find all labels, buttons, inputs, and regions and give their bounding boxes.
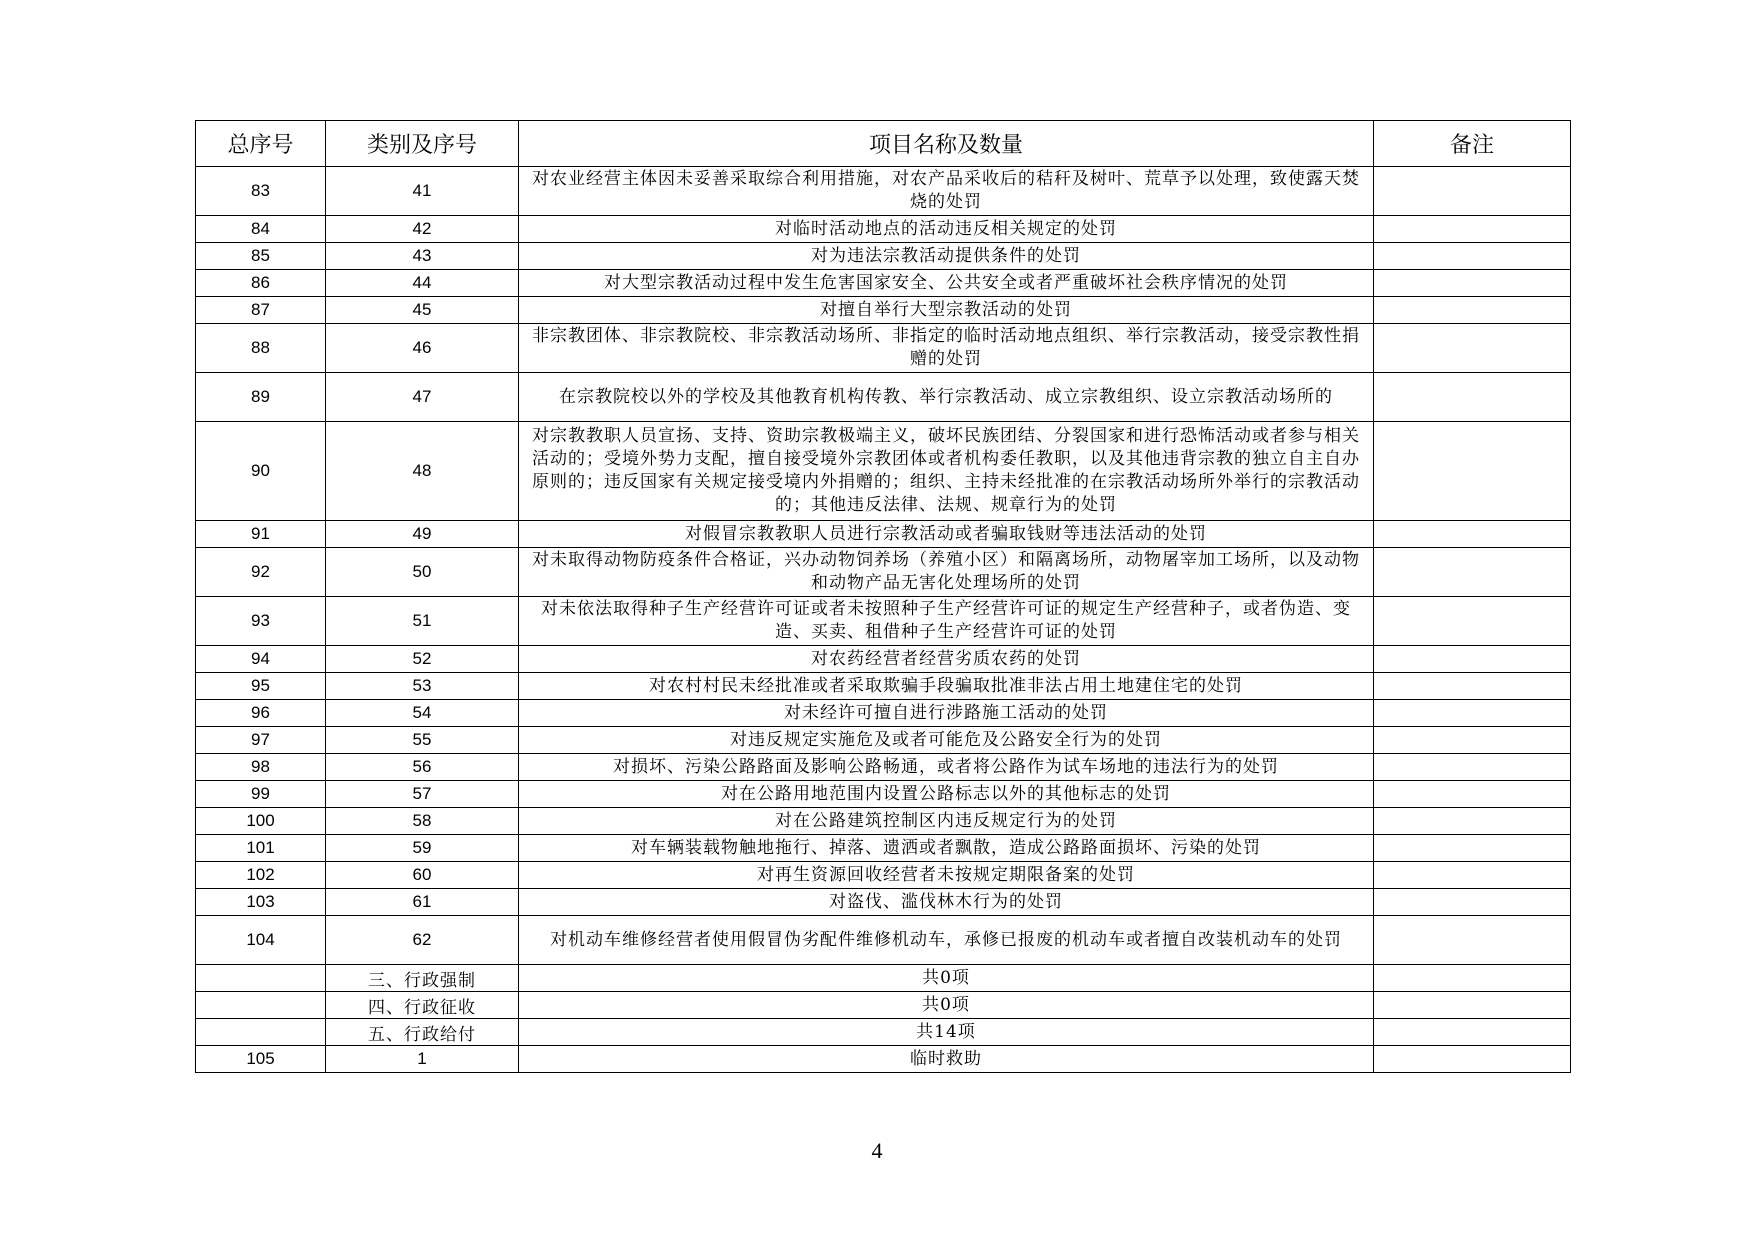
table-row [196, 167, 1571, 216]
category-no-cell: 45 [326, 297, 519, 324]
header-row [196, 121, 1571, 167]
table-row [196, 597, 1571, 646]
table-row [196, 243, 1571, 270]
table-row [196, 700, 1571, 727]
item-name-cell: 对农业经营主体因未妥善采取综合利用措施，对农产品采收后的秸秆及树叶、荒草予以处理，致使露天焚烧的处罚 [519, 167, 1374, 216]
item-name-cell: 对临时活动地点的活动违反相关规定的处罚 [519, 216, 1374, 243]
item-name-cell: 对未取得动物防疫条件合格证，兴办动物饲养场（养殖小区）和隔离场所，动物屠宰加工场所，以及动物和动物产品无害化处理场所的处罚 [519, 548, 1374, 597]
category-no-cell: 59 [326, 835, 519, 862]
section-row [196, 1019, 1571, 1046]
total-no-cell: 91 [196, 521, 326, 548]
remark-cell [1374, 324, 1571, 373]
total-no-cell: 97 [196, 727, 326, 754]
category-no-cell: 51 [326, 597, 519, 646]
section-count-cell: 共0项 [519, 965, 1374, 992]
total-no-cell: 90 [196, 422, 326, 521]
item-name-cell: 在宗教院校以外的学校及其他教育机构传教、举行宗教活动、成立宗教组织、设立宗教活动场所的 [519, 373, 1374, 422]
section-title-cell: 三、行政强制 [326, 965, 519, 992]
item-name-cell: 对损坏、污染公路路面及影响公路畅通，或者将公路作为试车场地的违法行为的处罚 [519, 754, 1374, 781]
item-name-cell: 对大型宗教活动过程中发生危害国家安全、公共安全或者严重破坏社会秩序情况的处罚 [519, 270, 1374, 297]
remark-cell [1374, 1019, 1571, 1046]
total-no-cell: 98 [196, 754, 326, 781]
category-no-cell: 42 [326, 216, 519, 243]
header-category-no: 类别及序号 [326, 121, 519, 167]
item-name-cell: 对农村村民未经批准或者采取欺骗手段骗取批准非法占用土地建住宅的处罚 [519, 673, 1374, 700]
category-no-cell: 54 [326, 700, 519, 727]
table-row [196, 548, 1571, 597]
item-name-cell: 对农药经营者经营劣质农药的处罚 [519, 646, 1374, 673]
section-row [196, 965, 1571, 992]
category-no-cell: 62 [326, 916, 519, 965]
remark-cell [1374, 1046, 1571, 1073]
item-name-cell: 对假冒宗教教职人员进行宗教活动或者骗取钱财等违法活动的处罚 [519, 521, 1374, 548]
category-no-cell: 61 [326, 889, 519, 916]
remark-cell [1374, 646, 1571, 673]
category-no-cell: 46 [326, 324, 519, 373]
remark-cell [1374, 243, 1571, 270]
section-count-cell: 共0项 [519, 992, 1374, 1019]
item-name-cell: 对再生资源回收经营者未按规定期限备案的处罚 [519, 862, 1374, 889]
item-name-cell: 对在公路建筑控制区内违反规定行为的处罚 [519, 808, 1374, 835]
remark-cell [1374, 373, 1571, 422]
total-no-cell [196, 965, 326, 992]
table-row [196, 835, 1571, 862]
total-no-cell: 93 [196, 597, 326, 646]
remark-cell [1374, 889, 1571, 916]
header-item-name: 项目名称及数量 [519, 121, 1374, 167]
item-name-cell: 对为违法宗教活动提供条件的处罚 [519, 243, 1374, 270]
total-no-cell: 83 [196, 167, 326, 216]
section-count-cell: 共14项 [519, 1019, 1374, 1046]
remark-cell [1374, 916, 1571, 965]
remark-cell [1374, 754, 1571, 781]
total-no-cell: 84 [196, 216, 326, 243]
total-no-cell: 86 [196, 270, 326, 297]
remark-cell [1374, 216, 1571, 243]
category-no-cell: 44 [326, 270, 519, 297]
section-title-cell: 五、行政给付 [326, 1019, 519, 1046]
remark-cell [1374, 521, 1571, 548]
table-row [196, 673, 1571, 700]
category-no-cell: 48 [326, 422, 519, 521]
header-remark: 备注 [1374, 121, 1571, 167]
total-no-cell: 99 [196, 781, 326, 808]
header-total-no: 总序号 [196, 121, 326, 167]
table-row [196, 781, 1571, 808]
item-name-cell: 对违反规定实施危及或者可能危及公路安全行为的处罚 [519, 727, 1374, 754]
remark-cell [1374, 781, 1571, 808]
table-row [196, 889, 1571, 916]
category-no-cell: 50 [326, 548, 519, 597]
table-row [196, 422, 1571, 521]
section-row [196, 992, 1571, 1019]
item-name-cell: 对车辆装载物触地拖行、掉落、遗洒或者飘散，造成公路路面损坏、污染的处罚 [519, 835, 1374, 862]
remark-cell [1374, 297, 1571, 324]
total-no-cell: 103 [196, 889, 326, 916]
table-row [196, 270, 1571, 297]
total-no-cell: 104 [196, 916, 326, 965]
remark-cell [1374, 700, 1571, 727]
table-row [196, 297, 1571, 324]
remark-cell [1374, 422, 1571, 521]
total-no-cell: 87 [196, 297, 326, 324]
table-row [196, 521, 1571, 548]
remark-cell [1374, 548, 1571, 597]
category-no-cell: 43 [326, 243, 519, 270]
remark-cell [1374, 862, 1571, 889]
remark-cell [1374, 835, 1571, 862]
item-name-cell: 对未经许可擅自进行涉路施工活动的处罚 [519, 700, 1374, 727]
category-no-cell: 53 [326, 673, 519, 700]
item-name-cell: 临时救助 [519, 1046, 1374, 1073]
category-no-cell: 57 [326, 781, 519, 808]
remark-cell [1374, 270, 1571, 297]
table-row [196, 646, 1571, 673]
total-no-cell: 105 [196, 1046, 326, 1073]
table-row [196, 1046, 1571, 1073]
total-no-cell: 95 [196, 673, 326, 700]
total-no-cell: 85 [196, 243, 326, 270]
table-row [196, 916, 1571, 965]
item-name-cell: 对未依法取得种子生产经营许可证或者未按照种子生产经营许可证的规定生产经营种子，或者伪造、变造、买卖、租借种子生产经营许可证的处罚 [519, 597, 1374, 646]
remark-cell [1374, 808, 1571, 835]
total-no-cell: 101 [196, 835, 326, 862]
table-row [196, 216, 1571, 243]
table-row [196, 324, 1571, 373]
category-no-cell: 41 [326, 167, 519, 216]
item-name-cell: 对机动车维修经营者使用假冒伪劣配件维修机动车，承修已报废的机动车或者擅自改装机动车的处罚 [519, 916, 1374, 965]
category-no-cell: 58 [326, 808, 519, 835]
remark-cell [1374, 992, 1571, 1019]
remark-cell [1374, 727, 1571, 754]
category-no-cell: 60 [326, 862, 519, 889]
category-no-cell: 52 [326, 646, 519, 673]
total-no-cell: 94 [196, 646, 326, 673]
total-no-cell [196, 992, 326, 1019]
category-no-cell: 47 [326, 373, 519, 422]
total-no-cell: 102 [196, 862, 326, 889]
category-no-cell: 55 [326, 727, 519, 754]
item-name-cell: 对擅自举行大型宗教活动的处罚 [519, 297, 1374, 324]
table-row [196, 862, 1571, 889]
category-no-cell: 56 [326, 754, 519, 781]
category-no-cell: 1 [326, 1046, 519, 1073]
section-title-cell: 四、行政征收 [326, 992, 519, 1019]
table-row [196, 373, 1571, 422]
total-no-cell: 96 [196, 700, 326, 727]
item-name-cell: 非宗教团体、非宗教院校、非宗教活动场所、非指定的临时活动地点组织、举行宗教活动，接受宗教性捐赠的处罚 [519, 324, 1374, 373]
page-number: 4 [871, 1138, 883, 1163]
remark-cell [1374, 597, 1571, 646]
total-no-cell: 88 [196, 324, 326, 373]
total-no-cell: 100 [196, 808, 326, 835]
remark-cell [1374, 673, 1571, 700]
total-no-cell: 89 [196, 373, 326, 422]
total-no-cell [196, 1019, 326, 1046]
item-name-cell: 对盗伐、滥伐林木行为的处罚 [519, 889, 1374, 916]
items-table [195, 120, 1571, 1073]
remark-cell [1374, 965, 1571, 992]
category-no-cell: 49 [326, 521, 519, 548]
total-no-cell: 92 [196, 548, 326, 597]
item-name-cell: 对宗教教职人员宣扬、支持、资助宗教极端主义，破坏民族团结、分裂国家和进行恐怖活动或者参与相关活动的；受境外势力支配，擅自接受境外宗教团体或者机构委任教职，以及其他违背宗教的独立自主自办原则的；违反国家有关规定接受境内外捐赠的；组织、主持未经批准的在宗教活动场所外举行的宗教活动的；其他违反法律、法规、规章行为的处罚 [519, 422, 1374, 521]
remark-cell [1374, 167, 1571, 216]
table-row [196, 727, 1571, 754]
item-name-cell: 对在公路用地范围内设置公路标志以外的其他标志的处罚 [519, 781, 1374, 808]
table-row [196, 808, 1571, 835]
table-row [196, 754, 1571, 781]
